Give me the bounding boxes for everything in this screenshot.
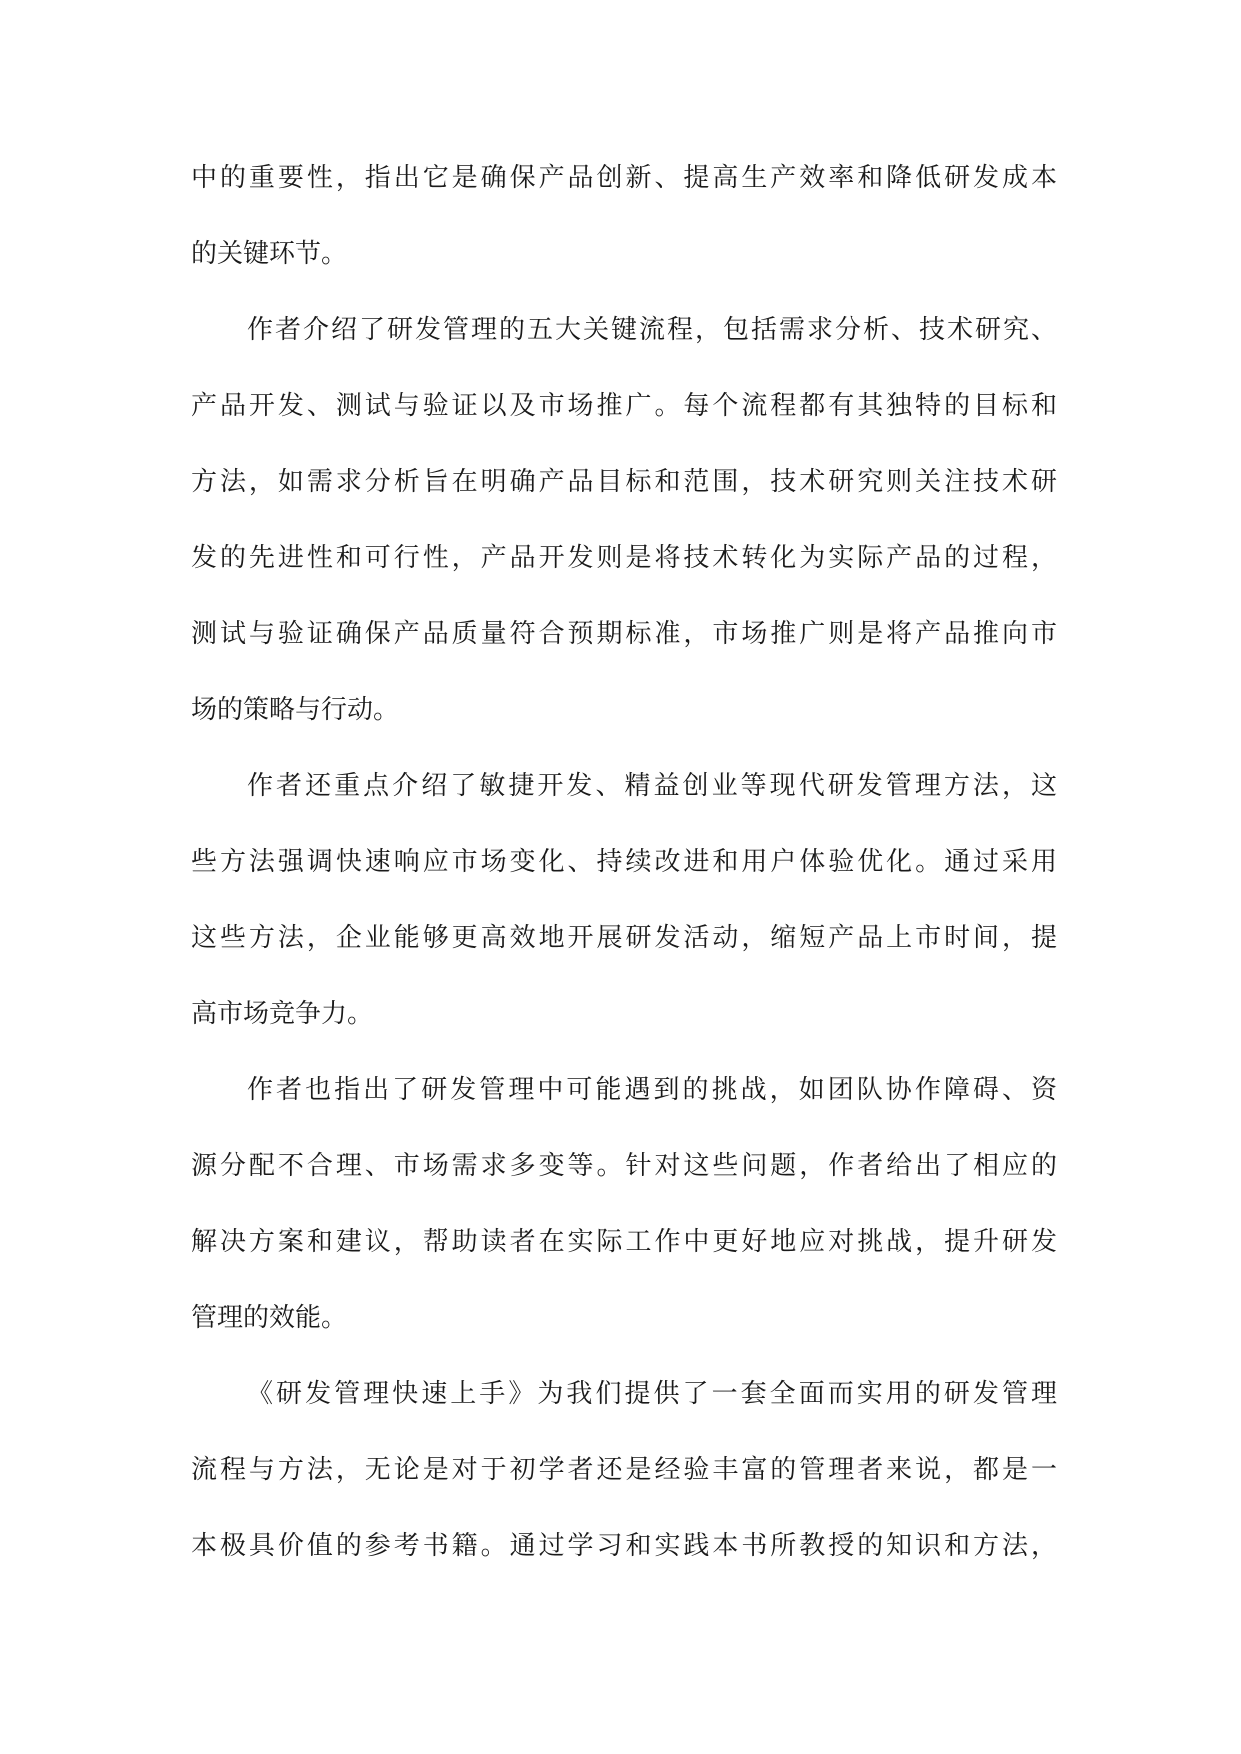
text-line: 流程与方法，无论是对于初学者还是经验丰富的管理者来说，都是一 bbox=[191, 1455, 1057, 1485]
text-line: 解决方案和建议，帮助读者在实际工作中更好地应对挑战，提升研发 bbox=[191, 1227, 1057, 1257]
text-line: 源分配不合理、市场需求多变等。针对这些问题，作者给出了相应的 bbox=[191, 1151, 1057, 1181]
text-line: 测试与验证确保产品质量符合预期标准，市场推广则是将产品推向市 bbox=[191, 619, 1057, 649]
text-line: 管理的效能。 bbox=[191, 1303, 348, 1333]
text-line: 的关键环节。 bbox=[191, 239, 348, 269]
text-line: 产品开发、测试与验证以及市场推广。每个流程都有其独特的目标和 bbox=[191, 391, 1057, 421]
text-line: 作者介绍了研发管理的五大关键流程，包括需求分析、技术研究、 bbox=[247, 315, 1057, 345]
text-line: 高市场竞争力。 bbox=[191, 999, 374, 1029]
paragraph-2 bbox=[191, 292, 1057, 748]
text-line: 场的策略与行动。 bbox=[191, 695, 400, 725]
text-line: 作者还重点介绍了敏捷开发、精益创业等现代研发管理方法，这 bbox=[247, 771, 1057, 801]
text-line: 作者也指出了研发管理中可能遇到的挑战，如团队协作障碍、资 bbox=[247, 1075, 1057, 1105]
paragraph-5 bbox=[191, 1356, 1057, 1584]
body-text bbox=[191, 140, 1057, 1584]
text-line: 本极具价值的参考书籍。通过学习和实践本书所教授的知识和方法， bbox=[191, 1531, 1057, 1561]
text-line: 这些方法，企业能够更高效地开展研发活动，缩短产品上市时间，提 bbox=[191, 923, 1057, 953]
text-line: 发的先进性和可行性，产品开发则是将技术转化为实际产品的过程， bbox=[191, 543, 1057, 573]
paragraph-3 bbox=[191, 748, 1057, 1052]
text-line: 些方法强调快速响应市场变化、持续改进和用户体验优化。通过采用 bbox=[191, 847, 1057, 877]
text-line: 《研发管理快速上手》为我们提供了一套全面而实用的研发管理 bbox=[247, 1379, 1057, 1409]
text-line: 方法，如需求分析旨在明确产品目标和范围，技术研究则关注技术研 bbox=[191, 467, 1057, 497]
text-line: 中的重要性，指出它是确保产品创新、提高生产效率和降低研发成本 bbox=[191, 163, 1057, 193]
paragraph-1 bbox=[191, 140, 1057, 292]
paragraph-4 bbox=[191, 1052, 1057, 1356]
